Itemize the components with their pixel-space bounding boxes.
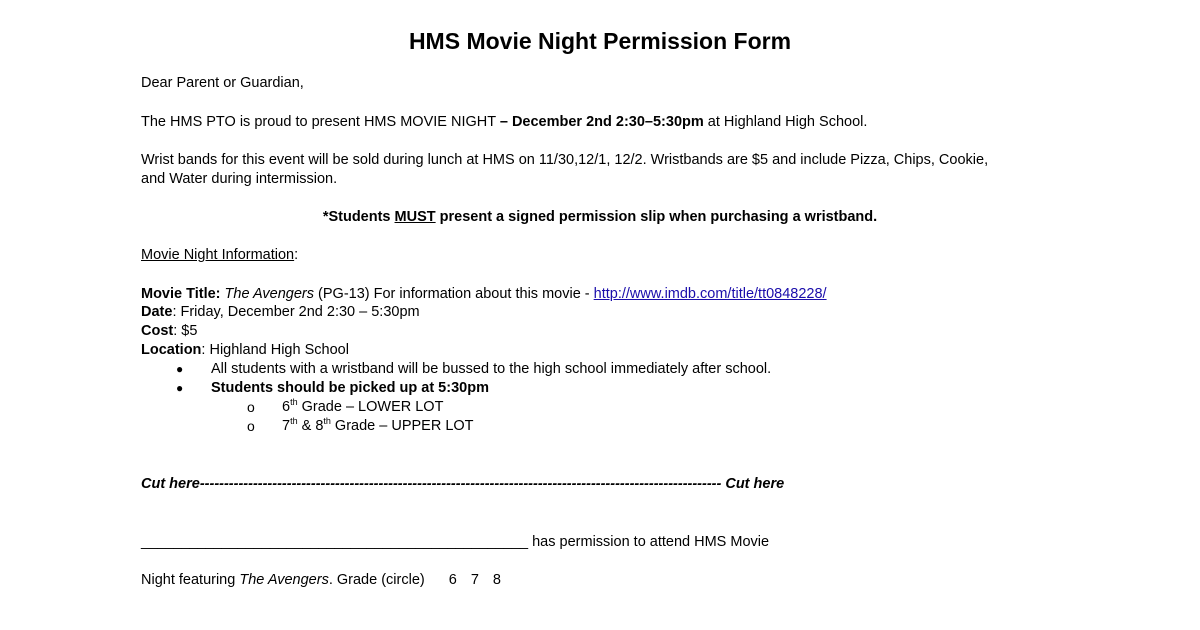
sub-bullet-7th-8th-grade xyxy=(282,417,474,435)
sub-bullet-6th-grade xyxy=(282,398,443,416)
pickup-text: Students should be picked up at 5:30pm xyxy=(211,380,489,396)
grade-6-lot: Grade – LOWER LOT xyxy=(297,399,444,415)
night-featuring-line xyxy=(141,571,515,589)
grade-8-sup: th xyxy=(323,416,331,427)
date-value: : Friday, December 2nd 2:30 – 5:30pm xyxy=(172,304,420,320)
bullet-item-pickup xyxy=(211,379,489,397)
cost-label: Cost xyxy=(141,323,174,339)
grade-6-num: 6 xyxy=(282,399,291,415)
cut-dashes: ------------------------------------------------------------------------------------------------------------ xyxy=(199,476,722,492)
page-title: HMS Movie Night Permission Form xyxy=(408,28,792,54)
info-heading-colon: : xyxy=(294,247,299,263)
date-row xyxy=(141,303,420,321)
movie-title-value: The Avengers xyxy=(224,286,315,302)
grade-7-sup: th xyxy=(290,416,298,427)
notice-emphasis: MUST xyxy=(394,209,436,225)
wristband-line-1: Wrist bands for this event will be sold during lunch at HMS on 11/30,12/1, 12/2. Wristbands are $5 and include Pizza, Chips, Cookie, xyxy=(141,152,989,168)
grade-6-sup: th xyxy=(290,397,298,408)
bullet-item-bussed: All students with a wristband will be bussed to the high school immediately after school. xyxy=(211,361,772,377)
intro-venue: at Highland High School. xyxy=(703,114,868,130)
notice-post: present a signed permission slip when purchasing a wristband. xyxy=(435,209,878,225)
location-row xyxy=(141,341,349,359)
permission-line xyxy=(141,533,769,551)
intro-paragraph xyxy=(141,113,867,131)
bullet-icon: ● xyxy=(176,381,184,395)
student-name-blank[interactable]: ________________________________________________ xyxy=(141,534,529,550)
movie-title-row xyxy=(141,285,827,303)
cut-here-right: Cut here xyxy=(721,476,785,492)
info-heading xyxy=(141,246,298,264)
movie-info-text: (PG-13) For information about this movie - xyxy=(314,286,594,302)
grade-7-8-lot: Grade – UPPER LOT xyxy=(330,418,474,434)
cut-here-left: Cut here xyxy=(141,476,200,492)
greeting: Dear Parent or Guardian, xyxy=(141,75,304,91)
imdb-link[interactable]: http://www.imdb.com/title/tt0848228/ xyxy=(593,286,827,302)
night-featuring-text: Night featuring xyxy=(141,572,240,588)
date-label: Date xyxy=(141,304,173,320)
permission-text: has permission to attend HMS Movie xyxy=(528,534,770,550)
grade-7-num: 7 xyxy=(282,418,291,434)
bullet-icon: ● xyxy=(176,362,184,376)
movie-title-label: Movie Title: xyxy=(141,286,221,302)
grade-option-7[interactable]: 7 xyxy=(470,572,479,588)
circle-bullet-icon: o xyxy=(247,418,255,434)
location-label: Location xyxy=(141,342,202,358)
cost-row xyxy=(141,322,197,340)
grade-option-6[interactable]: 6 xyxy=(448,572,457,588)
wristband-line-2: and Water during intermission. xyxy=(141,171,338,187)
intro-text: The HMS PTO is proud to present HMS MOVIE NIGHT xyxy=(141,114,500,130)
grade-8-num: & 8 xyxy=(297,418,324,434)
intro-date-time: – December 2nd 2:30–5:30pm xyxy=(499,114,704,130)
notice-pre: *Students xyxy=(322,209,395,225)
permission-notice xyxy=(0,208,1200,226)
info-heading-text: Movie Night Information xyxy=(141,247,295,263)
cut-line xyxy=(141,475,881,493)
grade-option-8[interactable]: 8 xyxy=(492,572,501,588)
location-value: : Highland High School xyxy=(201,342,349,358)
circle-bullet-icon: o xyxy=(247,399,255,415)
cost-value: : $5 xyxy=(173,323,198,339)
featured-movie: The Avengers xyxy=(239,572,329,588)
grade-label: . Grade (circle) xyxy=(328,572,425,588)
